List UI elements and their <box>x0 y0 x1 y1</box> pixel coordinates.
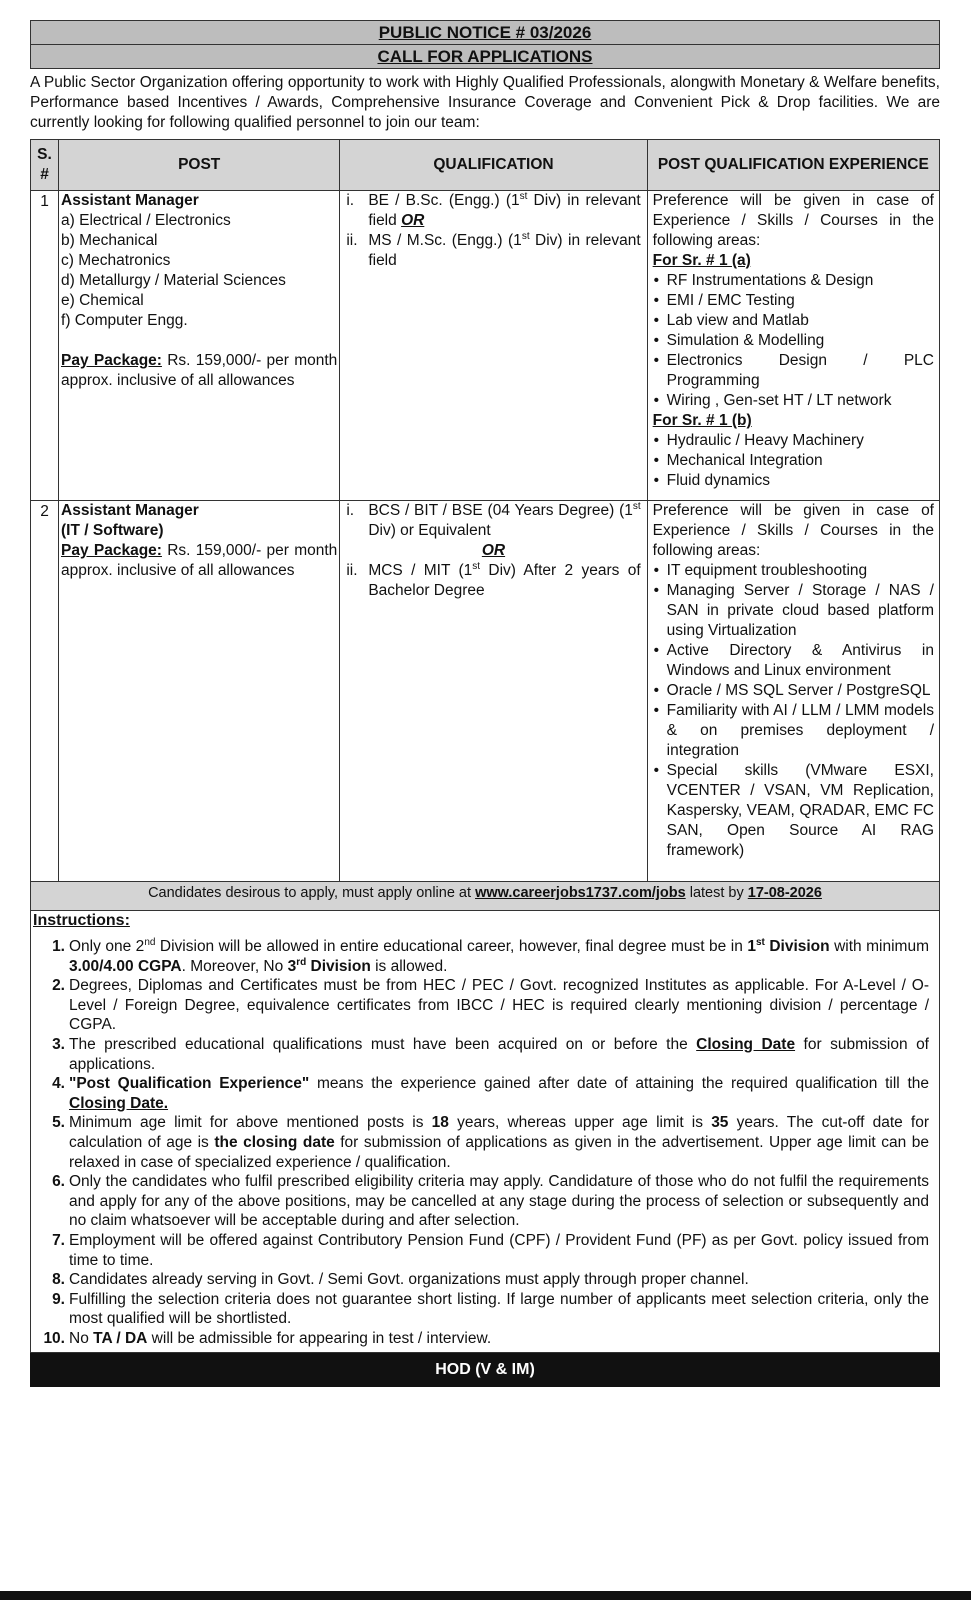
call-for-applications-bar <box>30 45 940 69</box>
notice-number: PUBLIC NOTICE # 03/2026 <box>378 23 592 42</box>
post-disciplines <box>61 211 337 331</box>
list-item: • EMI / EMC Testing <box>667 291 934 311</box>
preference-text: Preference will be given in case of Experience / Skills / Courses in the following areas: <box>652 192 934 249</box>
instruction-number: 1. <box>52 938 65 955</box>
qualification-sup: st <box>521 230 530 242</box>
intro-paragraph: A Public Sector Organization offering opportunity to work with Highly Qualified Professionals, alongwith Monetary & Welfare benefits, Performance based Incentives / Awards, Comprehensive Insurance Coverage and Convenient Pick & Drop facilities. We are currently looking for following qualified personnel to join our team: <box>30 74 940 131</box>
instruction-emphasis: 3.00/4.00 CGPA <box>69 957 182 975</box>
qualification-text-a: BCS / BIT / BSE (04 Years Degree) (1 <box>368 502 633 519</box>
instruction-item <box>31 1231 939 1270</box>
apply-row <box>31 882 940 911</box>
instruction-item <box>31 937 939 976</box>
instructions-section <box>30 911 940 1353</box>
post-cell <box>59 191 340 501</box>
instruction-segment: The prescribed educational qualifications must have been acquired on or before the <box>69 1035 697 1053</box>
call-heading: CALL FOR APPLICATIONS <box>377 47 593 66</box>
experience-list <box>653 431 934 491</box>
instruction-number: 2. <box>52 977 65 995</box>
bottom-border-bar <box>0 1591 971 1600</box>
qualification-item <box>346 231 640 271</box>
instruction-item <box>31 1035 939 1074</box>
instruction-item <box>31 1113 939 1172</box>
instruction-number: 6. <box>52 1173 65 1191</box>
instruction-segment: for submission of applications as given in the advertisement. Upper age limit can be relaxed in case of specialized experience / qualification. <box>69 1133 929 1171</box>
experience-group-heading: For Sr. # 1 (a) <box>652 252 751 269</box>
instruction-sup: rd <box>296 956 307 968</box>
experience-cell <box>647 191 939 501</box>
instruction-sup: nd <box>144 936 156 948</box>
pay-label: Pay Package: <box>61 352 162 369</box>
instruction-text <box>69 1270 929 1290</box>
post-discipline: f) Computer Engg. <box>61 312 188 329</box>
instruction-emphasis: 1 <box>747 938 756 955</box>
qualification-sup: st <box>632 500 641 512</box>
qualification-number: i. <box>346 192 355 209</box>
experience-header: POST QUALIFICATION EXPERIENCE <box>647 140 939 191</box>
instruction-emphasis: the closing date <box>214 1133 335 1151</box>
instructions-title: Instructions: <box>33 912 130 929</box>
pay-package <box>61 351 337 391</box>
instruction-item <box>31 1290 939 1329</box>
post-discipline: b) Mechanical <box>61 232 158 249</box>
row-sno: 1 <box>31 191 59 501</box>
qualification-item <box>346 501 640 541</box>
list-item: • Special skills (VMware ESXI, VCENTER / VSAN, VM Replication, Kaspersky, VEAM, QRADAR, EMC FC SAN, Open Source AI RAG framework) <box>667 761 934 861</box>
instruction-segment: with minimum <box>829 938 929 955</box>
list-item: • Managing Server / Storage / NAS / SAN in private cloud based platform using Virtualization <box>667 581 934 641</box>
qualification-text-a: MCS / MIT (1 <box>368 562 473 579</box>
qualification-text-a: MS / M.Sc. (Engg.) (1 <box>368 232 522 249</box>
instruction-emphasis: Closing Date <box>696 1035 796 1053</box>
experience-groups <box>653 251 934 491</box>
instruction-item <box>31 976 939 1035</box>
post-header: POST <box>59 140 340 191</box>
instruction-segment: will be admissible for appearing in test / interview. <box>147 1329 492 1347</box>
experience-group-heading: For Sr. # 1 (b) <box>652 412 752 429</box>
pay-text: Rs. 159,000/- per month approx. inclusive of all allowances <box>61 352 338 389</box>
instruction-text <box>69 937 929 976</box>
qualification-header: QUALIFICATION <box>340 140 647 191</box>
post-discipline: a) Electrical / Electronics <box>61 212 231 229</box>
instruction-text <box>69 1172 929 1231</box>
instruction-segment: years. The cut-off date for calculation of age is <box>69 1114 930 1151</box>
qualification-sup: st <box>519 190 528 202</box>
qualification-text-b: Div) After 2 years of Bachelor Degree <box>368 562 641 599</box>
post-discipline: c) Mechatronics <box>61 252 171 269</box>
qualification-cell <box>340 501 647 882</box>
table-row <box>31 501 940 882</box>
instruction-text <box>69 1231 929 1270</box>
instruction-segment: Employment will be offered against Contributory Pension Fund (CPF) / Provident Fund (PF) as per Govt. policy issued from time to time. <box>69 1231 929 1269</box>
instruction-segment: Degrees, Diplomas and Certificates must be from HEC / PEC / Govt. recognized Institutes as applicable. For A-Level / O-Level / Foreign Degree, equivalence certificates from IBCC / HEC is required clearly mentioning division / percentage / CGPA. <box>69 977 929 1034</box>
instruction-number: 10. <box>43 1329 65 1347</box>
instruction-item <box>31 1172 939 1231</box>
list-item: • Lab view and Matlab <box>667 311 934 331</box>
list-item: • Mechanical Integration <box>667 451 934 471</box>
instruction-segment: years, whereas upper age limit is <box>448 1114 712 1132</box>
instruction-text <box>69 1035 929 1074</box>
table-header-row <box>31 140 940 191</box>
list-item: • Wiring , Gen-set HT / LT network <box>667 391 934 411</box>
instruction-item <box>31 1074 939 1113</box>
experience-list <box>653 271 934 411</box>
apply-deadline: 17-08-2026 <box>747 885 822 901</box>
table-row <box>31 191 940 501</box>
post-subtitle: (IT / Software) <box>61 522 164 539</box>
instruction-emphasis: Division <box>764 938 830 955</box>
apply-link[interactable]: www.careerjobs1737.com/jobs <box>475 885 686 901</box>
instruction-number: 5. <box>52 1114 65 1132</box>
instruction-emphasis: 35 <box>711 1114 729 1132</box>
post-title: Assistant Manager <box>61 192 199 209</box>
instruction-segment: Division will be allowed in entire educational career, however, final degree must be in <box>155 938 748 955</box>
instruction-number: 4. <box>52 1075 65 1093</box>
qualification-text-b: Div) in relevant field <box>368 192 641 229</box>
qualification-text <box>368 231 640 271</box>
list-item: • IT equipment troubleshooting <box>667 561 934 581</box>
instruction-text <box>69 1290 929 1329</box>
apply-text-mid: latest by <box>685 885 748 901</box>
apply-text: Candidates desirous to apply, must apply online at <box>148 885 476 901</box>
qualification-number: i. <box>346 502 355 519</box>
instruction-number: 3. <box>52 1035 65 1053</box>
list-item: • Electronics Design / PLC Programming <box>667 351 934 391</box>
instruction-segment: . Moreover, No <box>181 957 288 975</box>
instruction-number: 9. <box>52 1290 65 1308</box>
list-item: • Active Directory & Antivirus in Windows and Linux environment <box>667 641 934 681</box>
experience-cell <box>647 501 939 882</box>
instruction-emphasis: Closing Date. <box>69 1094 169 1112</box>
post-discipline: e) Chemical <box>61 292 144 309</box>
qualification-text-a: BE / B.Sc. (Engg.) (1 <box>368 192 520 209</box>
pay-text: Rs. 159,000/- per month approx. inclusive of all allowances <box>61 542 338 579</box>
row-sno: 2 <box>31 501 59 882</box>
posts-table <box>30 139 940 911</box>
qualification-text-b: Div) in relevant field <box>368 232 641 269</box>
qualification-text <box>368 191 640 231</box>
notice-number-bar <box>30 20 940 45</box>
apply-cell <box>31 882 940 911</box>
instruction-segment: means the experience gained after date of attaining the required qualification till the <box>309 1075 929 1093</box>
list-item: • Hydraulic / Heavy Machinery <box>667 431 934 451</box>
instruction-item <box>31 1270 939 1290</box>
list-item: • Fluid dynamics <box>667 471 934 491</box>
instruction-segment: Only the candidates who fulfil prescribed eligibility criteria may apply. Candidature of those who do not fulfil the requirements and apply for any of the above positions, may be cancelled at any stage during the process of selection or subsequently and no claim whatsoever will be acceptable during and after selection. <box>69 1173 929 1230</box>
qualification-text <box>368 561 640 601</box>
experience-list <box>653 561 934 861</box>
instruction-text <box>69 1074 929 1113</box>
instruction-emphasis: "Post Qualification Experience" <box>69 1075 310 1093</box>
qualification-item <box>346 191 640 231</box>
instructions-list <box>31 937 939 1348</box>
instruction-segment: for submission of applications. <box>69 1035 929 1073</box>
qualification-number: ii. <box>346 232 358 249</box>
qualification-item <box>346 561 640 601</box>
instruction-segment: Fulfilling the selection criteria does not guarantee short listing. If large number of applicants meet selection criteria, only the most qualified will be shortlisted. <box>69 1290 929 1328</box>
qualification-list <box>346 191 640 271</box>
instruction-sup: st <box>755 936 765 948</box>
instruction-segment: Minimum age limit for above mentioned posts is <box>69 1114 432 1132</box>
qualification-cell <box>340 191 647 501</box>
qualification-text-b: Div) or Equivalent <box>368 522 491 539</box>
instruction-emphasis: 18 <box>431 1114 449 1132</box>
qualification-or: OR <box>481 542 506 559</box>
instruction-text <box>69 1113 929 1172</box>
pay-package <box>61 541 337 581</box>
instruction-segment: No <box>69 1329 94 1347</box>
qualification-number: ii. <box>346 562 358 579</box>
instruction-number: 7. <box>52 1231 65 1249</box>
instruction-segment: Only one 2 <box>69 938 145 955</box>
instruction-emphasis: Division <box>306 957 371 975</box>
list-item: • Familiarity with AI / LLM / LMM models & on premises deployment / integration <box>667 701 934 761</box>
instruction-number: 8. <box>52 1271 65 1289</box>
sno-header: S. # <box>31 140 59 191</box>
list-item: • Simulation & Modelling <box>667 331 934 351</box>
post-cell <box>59 501 340 882</box>
list-item: • RF Instrumentations & Design <box>667 271 934 291</box>
qualification-or: OR <box>401 212 425 229</box>
public-notice <box>30 20 940 1387</box>
instruction-emphasis: 3 <box>287 957 297 975</box>
qualification-sup: st <box>472 560 481 572</box>
instruction-emphasis: TA / DA <box>93 1329 148 1347</box>
post-title: Assistant Manager <box>61 502 199 519</box>
instruction-text <box>69 976 929 1035</box>
preference-text: Preference will be given in case of Experience / Skills / Courses in the following areas: <box>652 502 934 559</box>
list-item: • Oracle / MS SQL Server / PostgreSQL <box>667 681 934 701</box>
footer-signature-bar: HOD (V & IM) <box>30 1353 940 1387</box>
instruction-item <box>31 1329 939 1349</box>
qualification-text <box>368 501 640 541</box>
instruction-segment: Candidates already serving in Govt. / Semi Govt. organizations must apply through proper channel. <box>69 1271 749 1289</box>
post-discipline: d) Metallurgy / Material Sciences <box>61 272 286 289</box>
instruction-segment: is allowed. <box>370 957 448 975</box>
pay-label: Pay Package: <box>61 542 162 559</box>
instruction-text <box>69 1329 929 1349</box>
